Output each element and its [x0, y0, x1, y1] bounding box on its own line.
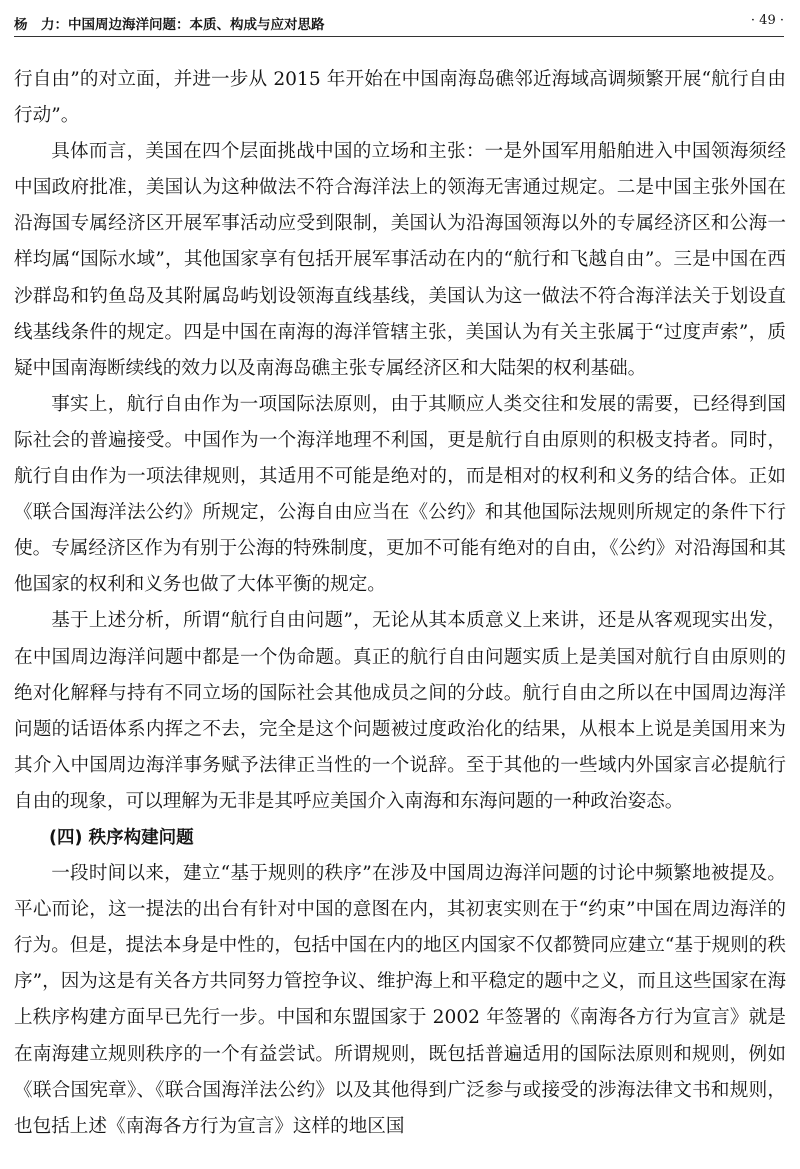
paragraph: 具体而言，美国在四个层面挑战中国的立场和主张：一是外国军用船舶进入中国领海须经中国政府批准，美国认为这种做法不符合海洋法上的领海无害通过规定。二是中国主张外国在沿海国专属经济区开展军事活动应受到限制，美国认为沿海国领海以外的专属经济区和公海一样均属“国际水域”，其他国家享有包括开展军事活动在内的“航行和飞越自由”。三是中国在西沙群岛和钓鱼岛及其附属岛屿划设领海直线基线，美国认为这一做法不符合海洋法关于划设直线基线条件的规定。四是中国在南海的海洋管辖主张，美国认为有关主张属于“过度声索”，质疑中国南海断续线的效力以及南海岛礁主张专属经济区和大陆架的权利基础。	[14, 141, 786, 379]
paragraph: 一段时间以来，建立“基于规则的秩序”在涉及中国周边海洋问题的讨论中频繁地被提及。平心而论，这一提法的出台有针对中国的意图在内，其初衷实则在于“约束”中国在周边海洋的行为。但是，提法本身是中性的，包括中国在内的地区内国家不仅都赞同应建立“基于规则的秩序”，因为这是有关各方共同努力管控争议、维护海上和平稳定的题中之义，而且这些国家在海上秩序构建方面早已先行一步。中国和东盟国家于 2002 年签署的《南海各方行为宣言》就是在南海建立规则秩序的一个有益尝试。所谓规则，既包括普遍适用的国际法原则和规则，例如《联合国宪章》、《联合国海洋法公约》以及其他得到广泛参与或接受的涉海法律文书和规则，也包括上述《南海各方行为宣言》这样的地区国	[14, 863, 786, 1137]
paragraph: 基于上述分析，所谓“航行自由问题”，无论从其本质意义上来讲，还是从客观现实出发，在中国周边海洋问题中都是一个伪命题。真正的航行自由问题实质上是美国对航行自由原则的绝对化解释与持有不同立场的国际社会其他成员之间的分歧。航行自由之所以在中国周边海洋问题的话语体系内挥之不去，完全是这个问题被过度政治化的结果，从根本上说是美国用来为其介入中国周边海洋事务赋予法律正当性的一个说辞。至于其他的一些域内外国家言必提航行自由的现象，可以理解为无非是其呼应美国介入南海和东海问题的一种政治姿态。	[14, 610, 786, 812]
running-header	[14, 10, 784, 37]
section-heading: (四) 秩序构建问题	[49, 827, 194, 848]
running-title: 杨 力：中国周边海洋问题：本质、构成与应对思路	[14, 17, 325, 33]
paragraph: 事实上，航行自由作为一项国际法原则，由于其顺应人类交往和发展的需要，已经得到国际社会的普遍接受。中国作为一个海洋地理不利国，更是航行自由原则的积极支持者。同时，航行自由作为一项法律规则，其适用不可能是绝对的，而是相对的权利和义务的结合体。正如《联合国海洋法公约》所规定，公海自由应当在《公约》和其他国际法规则所规定的条件下行使。专属经济区作为有别于公海的特殊制度，更加不可能有绝对的自由，《公约》对沿海国和其他国家的权利和义务也做了大体平衡的规定。	[14, 393, 786, 596]
article-body	[14, 62, 786, 1145]
paragraph: 行自由”的对立面，并进一步从 2015 年开始在中国南海岛礁邻近海域高调频繁开展“航行自由行动”。	[14, 69, 786, 127]
page-number: · 49 ·	[750, 13, 784, 28]
